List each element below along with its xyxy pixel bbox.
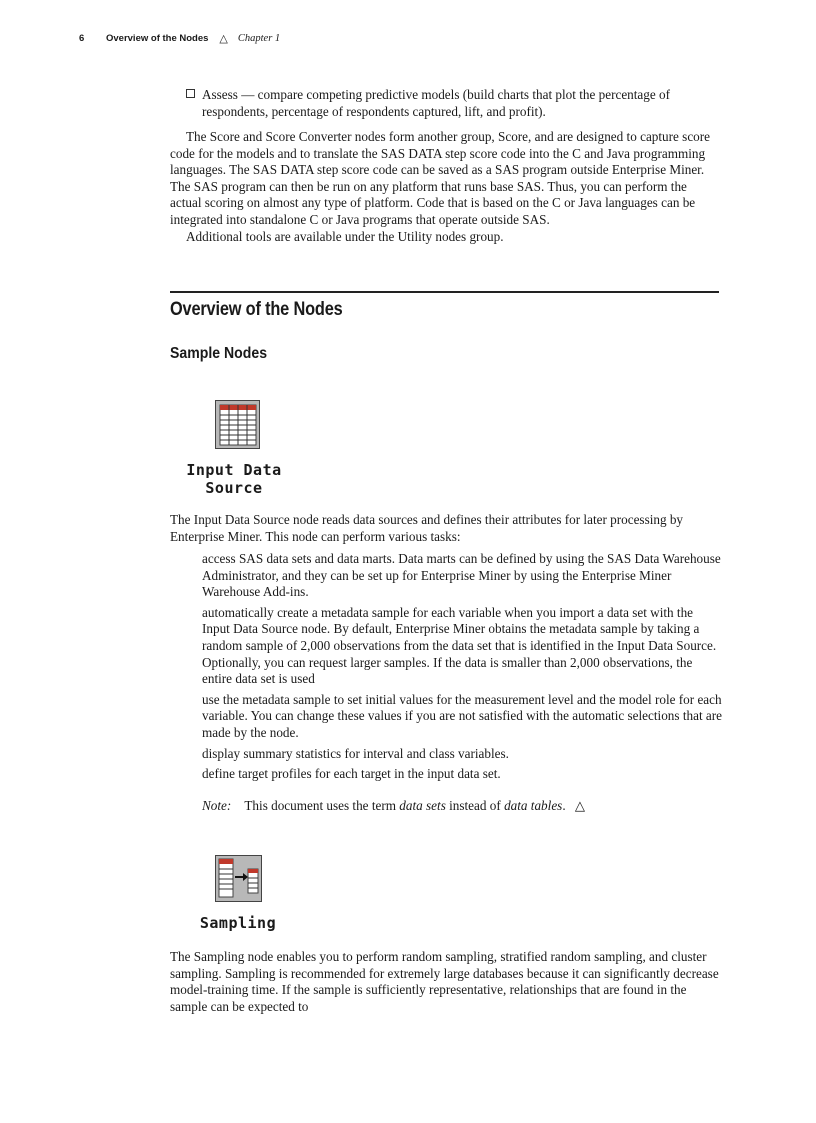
triangle-icon: △ <box>574 798 586 813</box>
input-node-label <box>174 461 294 497</box>
sampling-paragraph: The Sampling node enables you to perform random sampling, stratified random sampling, and cluster sampling. Sampling is recommended for extremely large databases because it can significantly decrease model-training time. If the sample is sufficiently representative, relationships that are found in the sample can be expected to <box>170 949 719 1014</box>
note-label: Note: <box>202 798 232 813</box>
input-node-label-line2: Source <box>205 479 263 497</box>
input-intro-block <box>170 512 720 545</box>
section-rule <box>170 291 719 293</box>
running-head-section: Overview of the Nodes <box>106 33 209 44</box>
sampling-icon <box>215 855 263 903</box>
utility-paragraph: Additional tools are available under the Utility nodes group. <box>186 228 504 244</box>
input-node-label-line1: Input Data <box>186 461 282 479</box>
list-item: automatically create a metadata sample for each variable when you import a data set with the Input Data Source node. By default, Enterprise Miner obtains the metadata sample by taking a random sample of 2,000 observations from the data set that is identified in the Input Data Source. Optionally, you can request larger samples. If the data is smaller than 2,000 observations, the entire data set is used <box>202 604 717 687</box>
input-data-source-icon <box>215 400 261 450</box>
checkbox-bullet-icon <box>186 89 195 98</box>
score-paragraph-block <box>170 129 720 245</box>
triangle-icon: △ <box>219 33 228 45</box>
assess-text: Assess — compare competing predictive models (build charts that plot the percentage of respondents, percentage of respondents captured, lift, and profit). <box>202 87 671 119</box>
sampling-paragraph-block <box>170 949 720 1015</box>
note-term-data-tables: data tables <box>504 798 563 813</box>
list-item: display summary statistics for interval and class variables. <box>202 745 509 761</box>
running-head-chapter: Chapter 1 <box>237 33 281 44</box>
score-paragraph: The Score and Score Converter nodes form another group, Score, and are designed to capture score code for the models and to translate the SAS DATA step score code into the C and Java programming languages. The SAS DATA step score code can be saved as a SAS program outside Enterprise Miner. The SAS program can then be run on any platform that runs base SAS. Thus, you can perform the actual scoring on almost any type of platform. Code that is based on the C or Java languages can be integrated into standalone C or Java programs that operate outside SAS. <box>170 129 711 227</box>
running-head <box>79 32 280 45</box>
page-number: 6 <box>79 33 85 44</box>
input-intro: The Input Data Source node reads data sources and defines their attributes for later processing by Enterprise Miner. This node can perform various tasks: <box>170 512 684 544</box>
note-text-end: . <box>562 798 566 813</box>
subsection-heading: Sample Nodes <box>170 345 268 362</box>
section-heading: Overview of the Nodes <box>170 299 343 320</box>
list-item: access SAS data sets and data marts. Data marts can be defined by using the SAS Data Warehouse Administrator, and they can be set up for Enterprise Miner by using the Enterprise Miner Warehouse Add-ins. <box>202 551 721 600</box>
note-text-middle: instead of <box>449 798 501 813</box>
sampling-node-label: Sampling <box>199 914 277 932</box>
note-term-data-sets: data sets <box>399 798 446 813</box>
note-text-before: This document uses the term <box>244 798 396 813</box>
note <box>202 798 585 815</box>
assess-bullet <box>186 87 736 120</box>
list-item: use the metadata sample to set initial values for the measurement level and the model role for each variable. You can change these values if you are not satisfied with the automatic selections that are made by the node. <box>202 691 723 740</box>
list-item: define target profiles for each target in the input data set. <box>202 766 501 782</box>
task-list <box>202 551 722 787</box>
